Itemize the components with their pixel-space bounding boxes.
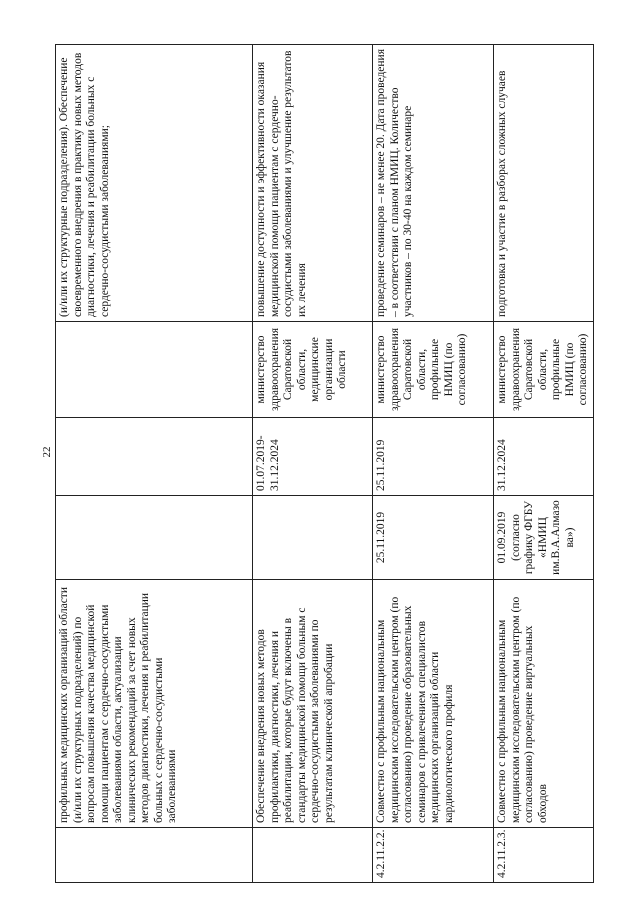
activity-cell: Обеспечение внедрения новых методов профилактики, диагностики, лечения и реабилитации, которые будут включены в стандарты медицинской помощи больным с сердечно-сосудистыми заболеваниями по результатам клинической апробации — [253, 580, 373, 828]
start-date-cell: 01.09.2019 (согласно графику ФГБУ «НМИЦ им.В.А.Алмазова») — [494, 496, 594, 580]
result-cell: проведение семинаров – не менее 20. Дата проведения – в соответствии с планом НМИЦ. Количество участников – по 30-40 на каждом семинаре — [373, 45, 494, 322]
activity-cell: Совместно с профильным национальным медицинским исследовательским центром (по согласованию) проведение виртуальных обходов — [494, 580, 594, 828]
row-number — [253, 828, 373, 883]
responsible-cell: министерство здравоохранения Саратовской области, профильные НМИЦ (по согласованию) — [494, 322, 594, 418]
responsible-cell — [56, 322, 253, 418]
table-row — [253, 45, 373, 883]
responsible-cell: министерство здравоохранения Саратовской области, медицинские организации области — [253, 322, 373, 418]
end-date-cell — [56, 418, 253, 496]
page-number: 22 — [41, 446, 53, 458]
end-date-cell: 25.11.2019 — [373, 418, 494, 496]
activity-cell: профильных медицинских организаций области (и/или их структурных подразделений) по вопросам повышения качества медицинской помощи пациентам с сердечно-сосудистыми заболеваниями области, актуализации клинических рекомендаций за счет новых методов диагностики, лечения и реабилитации больных с сердечно-сосудистыми заболеваниями — [56, 580, 253, 828]
table-row — [373, 45, 494, 883]
start-date-cell: 25.11.2019 — [373, 496, 494, 580]
row-number: 4.2.11.2.3. — [494, 828, 594, 883]
end-date-cell: 31.12.2024 — [494, 418, 594, 496]
result-cell: (и/или их структурные подразделения). Обеспечение своевременного внедрения в практику новых методов диагностики, лечения и реабилитации больных с сердечно-сосудистыми заболеваниями; — [56, 45, 253, 322]
start-date-cell — [253, 496, 373, 580]
table-container — [55, 45, 589, 883]
row-number: 4.2.11.2.2. — [373, 828, 494, 883]
result-cell: подготовка и участие в разборах сложных случаев — [494, 45, 594, 322]
responsible-cell: министерство здравоохранения Саратовской области, профильные НМИЦ (по согласованию) — [373, 322, 494, 418]
table-row — [56, 45, 253, 883]
start-date-cell — [56, 496, 253, 580]
activities-table — [55, 44, 594, 883]
table-row — [494, 45, 594, 883]
end-date-cell: 01.07.2019-31.12.2024 — [253, 418, 373, 496]
activity-cell: Совместно с профильным национальным медицинским исследовательским центром (по согласованию) проведение образовательных семинаров с привлечением специалистов медицинских организаций области кардиологического профиля — [373, 580, 494, 828]
result-cell: повышение доступности и эффективности оказания медицинской помощи пациентам с сердечно-сосудистыми заболеваниями и улучшение результатов их лечения — [253, 45, 373, 322]
row-number — [56, 828, 253, 883]
